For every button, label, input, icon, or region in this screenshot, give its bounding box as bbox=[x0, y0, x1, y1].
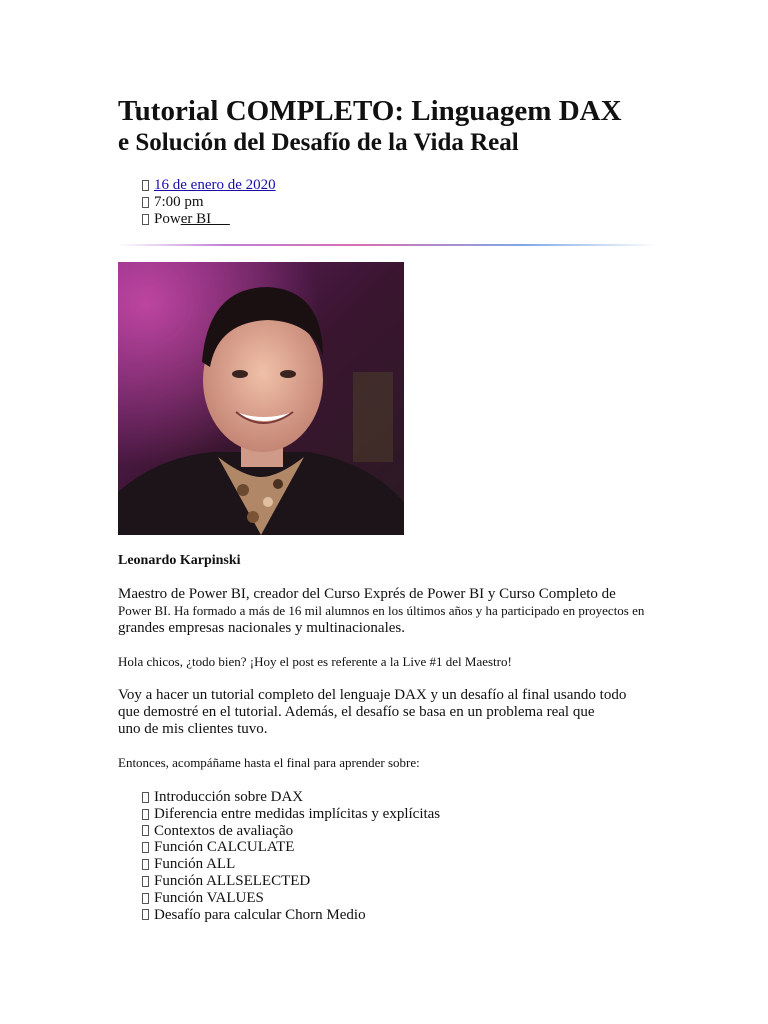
list-item bbox=[142, 873, 440, 890]
event-meta bbox=[142, 177, 276, 228]
author-bio-line-2: Power BI. Ha formado a más de 16 mil alumnos en los últimos años y ha participado en proyectos en bbox=[118, 603, 645, 618]
topic-label: Introducción sobre DAX bbox=[154, 789, 304, 805]
bullet-icon bbox=[142, 825, 149, 836]
description-paragraph bbox=[118, 687, 626, 738]
category-prefix: Pow bbox=[154, 211, 181, 227]
author-bio-line-3: grandes empresas nacionales y multinacionales. bbox=[118, 620, 405, 636]
date-row bbox=[142, 177, 276, 194]
list-item bbox=[142, 856, 440, 873]
folder-icon bbox=[142, 214, 149, 225]
description-line-2: que demostré en el tutorial. Además, el desafío se basa en un problema real que bbox=[118, 704, 595, 720]
category-row bbox=[142, 211, 276, 228]
category-link[interactable]: er BI bbox=[180, 211, 230, 227]
bullet-icon bbox=[142, 792, 149, 803]
time-row bbox=[142, 194, 276, 211]
list-item bbox=[142, 789, 440, 806]
list-item bbox=[142, 823, 440, 840]
topic-label: Función CALCULATE bbox=[154, 839, 295, 856]
author-bio-line-1: Maestro de Power BI, creador del Curso Exprés de Power BI y Curso Completo de bbox=[118, 586, 616, 602]
date-text: 6 de enero de 2020 bbox=[161, 177, 276, 193]
list-item bbox=[142, 890, 440, 907]
author-name: Leonardo Karpinski bbox=[118, 553, 241, 568]
topics-list bbox=[142, 789, 440, 923]
intro-text: Hola chicos, ¿todo bien? ¡Hoy el post es referente a la Live #1 del Maestro! bbox=[118, 654, 512, 669]
page-title-line-2: e Solución del Desafío de la Vida Real bbox=[118, 129, 519, 156]
topic-label: Función VALUES bbox=[154, 889, 264, 906]
topic-label: Desafío para calcular Chorn Medio bbox=[154, 906, 366, 923]
bullet-icon bbox=[142, 876, 149, 887]
bullet-icon bbox=[142, 909, 149, 920]
lead-in-text: Entonces, acompáñame hasta el final para aprender sobre: bbox=[118, 755, 420, 770]
topic-label: Función ALL bbox=[154, 856, 236, 873]
calendar-icon bbox=[142, 180, 149, 191]
topic-label: Contextos de avaliação bbox=[154, 822, 294, 839]
description-line-3: uno de mis clientes tuvo. bbox=[118, 721, 268, 737]
topic-label: Diferencia entre medidas implícitas y explícitas bbox=[154, 805, 441, 822]
author-photo bbox=[118, 262, 404, 535]
list-item bbox=[142, 839, 440, 856]
topic-label: Función ALLSELECTED bbox=[154, 872, 311, 889]
description-line-1: Voy a hacer un tutorial completo del lenguaje DAX y un desafío al final usando todo bbox=[118, 687, 627, 703]
bullet-icon bbox=[142, 893, 149, 904]
list-item bbox=[142, 806, 440, 823]
bullet-icon bbox=[142, 859, 149, 870]
date-link[interactable] bbox=[154, 177, 276, 194]
page-title-line-1: Tutorial COMPLETO: Linguagem DAX bbox=[118, 95, 622, 127]
list-item bbox=[142, 907, 440, 924]
gradient-divider bbox=[118, 244, 658, 246]
date-prefix: 1 bbox=[154, 177, 162, 193]
bullet-icon bbox=[142, 842, 149, 853]
time-text: 7:00 pm bbox=[154, 194, 204, 210]
bullet-icon bbox=[142, 809, 149, 820]
clock-icon bbox=[142, 197, 149, 208]
